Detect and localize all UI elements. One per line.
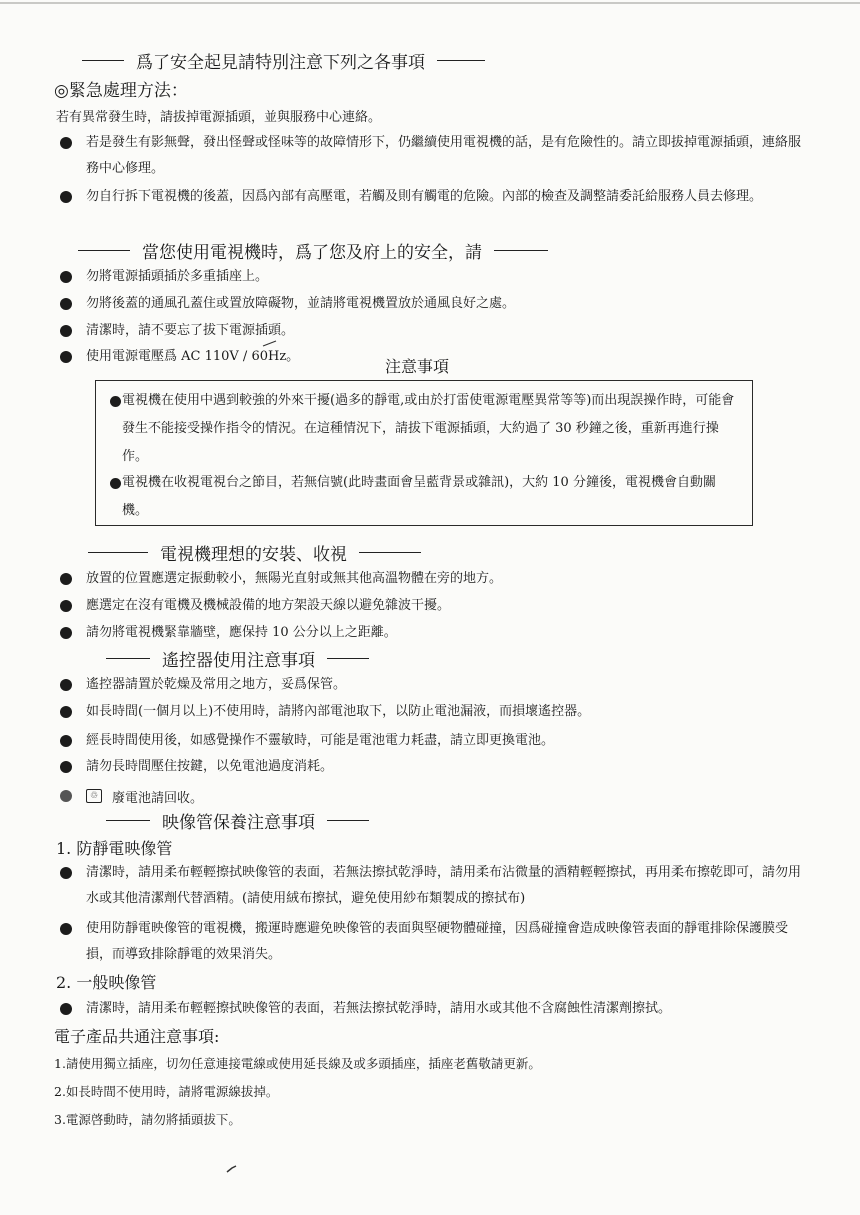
bullet-icon [60,735,72,747]
bullet-icon [60,600,72,612]
remote-heading [106,646,369,671]
emergency-intro: 若有異常發生時，請拔掉電源插頭，並與服務中心連絡。 [56,110,382,125]
heading-rule-left [106,658,150,660]
heading-rule-right [359,552,421,554]
safety-heading [82,48,485,73]
bullet-icon [110,478,121,489]
notice-item: 電視機在收視電視台之節目，若無信號(此時畫面會呈藍背景或雜訊)，大約 10 分鐘後，電視機會自動關機。 [110,469,740,525]
usage-item: 勿將後蓋的通風孔蓋住或置放障礙物，並請將電視機置放於通風良好之處。 [56,291,802,317]
bullet-icon [60,325,72,337]
bullet-icon [60,271,72,283]
notice-item: 電視機在使用中遇到較強的外來干擾(過多的靜電,或由於打雷使電源電壓異常等等)而出現誤操作時，可能會發生不能接受操作指令的情況。在這種情況下，請拔下電源插頭，大約過了 30 秒鐘之後，重新再進行操作。 [110,387,740,471]
usage-item: 勿將電源插頭插於多重插座上。 [56,264,802,290]
remote-item: 遙控器請置於乾燥及常用之地方，妥爲保管。 [56,672,802,698]
recycle-text: 廢電池請回收。 [112,790,204,806]
recycle-row [56,784,203,808]
heading-rule-left [78,250,130,252]
bullet-icon [60,191,72,203]
heading-rule-left [88,552,148,554]
general-item: 2.如長時間不使用時，請將電源線拔掉。 [54,1084,279,1099]
bullet-icon [60,1003,72,1015]
usage-item: 清潔時，請不要忘了拔下電源插頭。 [56,318,802,344]
emergency-item: 勿自行拆下電視機的後蓋，因爲內部有高壓電，若觸及則有觸電的危險。內部的檢查及調整請委託給服務人員去修理。 [56,184,802,210]
crt-sub2-title: 2. 一般映像管 [56,973,157,992]
crt-sub1-item: 清潔時，請用柔布輕輕擦拭映像管的表面，若無法擦拭乾淨時，請用柔布沾微量的酒精輕輕擦拭，再用柔布擦乾即可，請勿用水或其他清潔劑代替酒精。(請使用絨布擦拭，避免使用紗布類製成的擦拭布) [56,860,802,912]
bullet-icon [60,867,72,879]
heading-rule-right [494,250,548,252]
install-item: 放置的位置應選定振動較小，無陽光直射或無其他高溫物體在旁的地方。 [56,566,802,592]
bullet-icon [60,298,72,310]
pen-stroke-mark [262,340,278,348]
remote-item: 請勿長時間壓住按鍵，以免電池過度消耗。 [56,754,802,780]
bullet-icon [60,573,72,585]
remote-item: 如長時間(一個月以上)不使用時，請將內部電池取下，以防止電池漏液，而損壞遙控器。 [56,699,802,725]
safety-heading-text: 爲了安全起見請特別注意下列之各事項 [136,53,425,73]
remote-item: 經長時間使用後，如感覺操作不靈敏時，可能是電池電力耗盡，請立即更換電池。 [56,728,802,754]
bullet-icon [60,790,72,802]
bullet-icon [60,923,72,935]
bullet-icon [60,137,72,149]
bullet-icon [60,706,72,718]
remote-heading-text: 遙控器使用注意事項 [162,651,315,671]
scan-top-edge [0,2,860,4]
general-title: 電子產品共通注意事項: [54,1027,220,1046]
notice-title: 注意事項 [385,357,450,376]
usage-heading-text: 當您使用電視機時，爲了您及府上的安全，請 [142,243,482,263]
general-item: 1.請使用獨立插座，切勿任意連接電線或使用延長線及或多頭插座，插座老舊敬請更新。 [54,1056,541,1071]
heading-rule-left [82,60,124,62]
general-item: 3.電源啓動時，請勿將插頭拔下。 [54,1112,241,1127]
bullet-icon [60,627,72,639]
crt-sub2-item: 清潔時，請用柔布輕輕擦拭映像管的表面，若無法擦拭乾淨時，請用水或其他不含腐蝕性清潔劑擦拭。 [56,996,802,1022]
notice-box [95,380,753,526]
install-heading [88,540,421,565]
install-heading-text: 電視機理想的安裝、收視 [160,545,347,565]
install-item: 請勿將電視機緊靠牆壁，應保持 10 公分以上之距離。 [56,620,802,646]
emergency-title: ◎緊急處理方法： [54,81,188,101]
crt-sub1-title: 1. 防靜電映像管 [56,839,173,858]
usage-heading [78,238,548,263]
emergency-item: 若是發生有影無聲，發出怪聲或怪味等的故障情形下，仍繼續使用電視機的話，是有危險性的。請立即拔掉電源插頭，連絡服務中心修理。 [56,130,802,182]
bullet-icon [60,351,72,363]
heading-rule-right [437,60,485,62]
heading-rule-right [327,658,369,660]
scan-speck-mark [226,1164,238,1174]
heading-rule-left [106,820,150,822]
bullet-icon [60,679,72,691]
battery-recycle-icon: ♲ [86,789,102,803]
bullet-icon [110,396,121,407]
crt-heading-text: 映像管保養注意事項 [162,813,315,833]
heading-rule-right [327,820,369,822]
install-item: 應選定在沒有電機及機械設備的地方架設天線以避免雜波干擾。 [56,593,802,619]
crt-heading [106,808,369,833]
crt-sub1-item: 使用防靜電映像管的電視機，搬運時應避免映像管的表面與堅硬物體碰撞，因爲碰撞會造成映像管表面的靜電排除保護膜受損，而導致排除靜電的效果消失。 [56,916,802,968]
bullet-icon [60,761,72,773]
usage-item: 使用電源電壓爲 AC 110V / 60Hz。 [56,344,346,370]
